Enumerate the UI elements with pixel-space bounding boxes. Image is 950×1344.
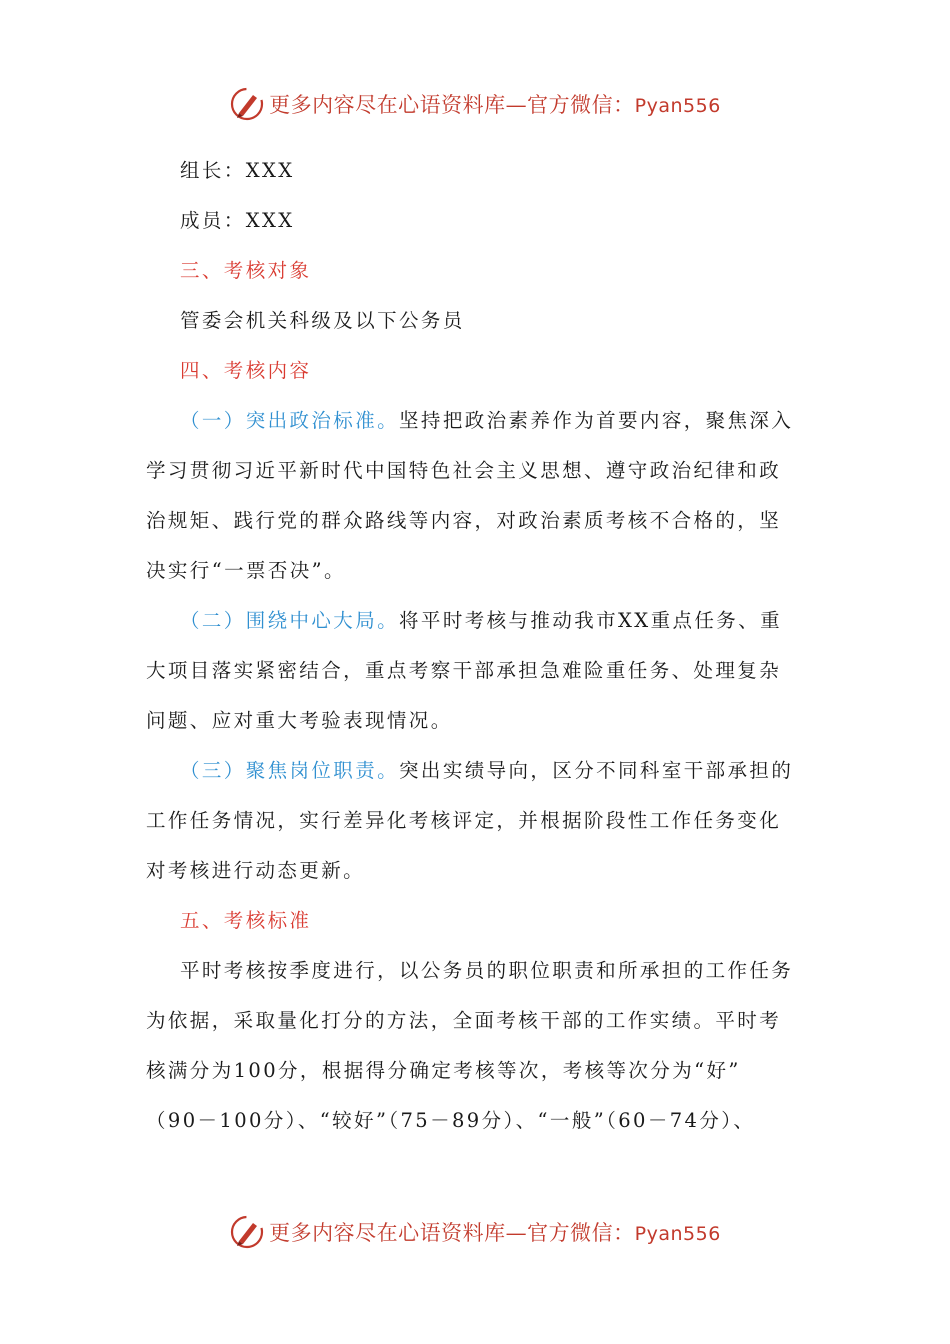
section5-line3: 核满分为100分，根据得分确定考核等次，考核等次分为“好”	[146, 1059, 741, 1082]
pen-logo-icon	[229, 1214, 265, 1250]
item1-first-line: （一）突出政治标准。坚持把政治素养作为首要内容，聚焦深入	[180, 409, 794, 432]
footer-watermark-banner	[0, 1212, 950, 1252]
header-watermark-text: 更多内容尽在心语资料库—官方微信：Pyan556	[269, 93, 721, 117]
item2-line2: 大项目落实紧密结合，重点考察干部承担急难险重任务、处理复杂	[146, 659, 782, 682]
item3-label: （三）聚焦岗位职责。	[180, 759, 400, 782]
section3-text: 管委会机关科级及以下公务员	[180, 309, 465, 332]
section5-line4: （90－100分）、“较好”（75－89分）、“一般”（60－74分）、	[146, 1109, 756, 1132]
members-line: 成员：XXX	[180, 209, 295, 232]
section5-line1: 平时考核按季度进行，以公务员的职位职责和所承担的工作任务	[180, 959, 794, 982]
leader-line: 组长：XXX	[180, 159, 295, 182]
item3-first-line: （三）聚焦岗位职责。突出实绩导向，区分不同科室干部承担的	[180, 759, 794, 782]
section4-heading: 四、考核内容	[180, 359, 312, 382]
header-watermark-banner	[0, 84, 950, 124]
item3-line3: 对考核进行动态更新。	[146, 859, 366, 882]
item3-line2: 工作任务情况，实行差异化考核评定，并根据阶段性工作任务变化	[146, 809, 782, 832]
item1-label: （一）突出政治标准。	[180, 409, 400, 432]
section5-heading: 五、考核标准	[180, 909, 312, 932]
item2-label: （二）围绕中心大局。	[180, 609, 400, 632]
item2-line3: 问题、应对重大考验表现情况。	[146, 709, 453, 732]
header-wechat-id: Pyan556	[634, 95, 721, 117]
item1-line4: 决实行“一票否决”。	[146, 559, 346, 582]
section5-line2: 为依据，采取量化打分的方法，全面考核干部的工作实绩。平时考	[146, 1009, 782, 1032]
item1-line2: 学习贯彻习近平新时代中国特色社会主义思想、遵守政治纪律和政	[146, 459, 782, 482]
section3-heading: 三、考核对象	[180, 259, 312, 282]
item1-line3: 治规矩、践行党的群众路线等内容，对政治素质考核不合格的，坚	[146, 509, 782, 532]
footer-watermark-text: 更多内容尽在心语资料库—官方微信：Pyan556	[269, 1221, 721, 1245]
pen-logo-icon	[229, 86, 265, 122]
item2-first-line: （二）围绕中心大局。将平时考核与推动我市XX重点任务、重	[180, 609, 782, 632]
document-body	[146, 146, 806, 1146]
footer-wechat-id: Pyan556	[634, 1223, 721, 1245]
